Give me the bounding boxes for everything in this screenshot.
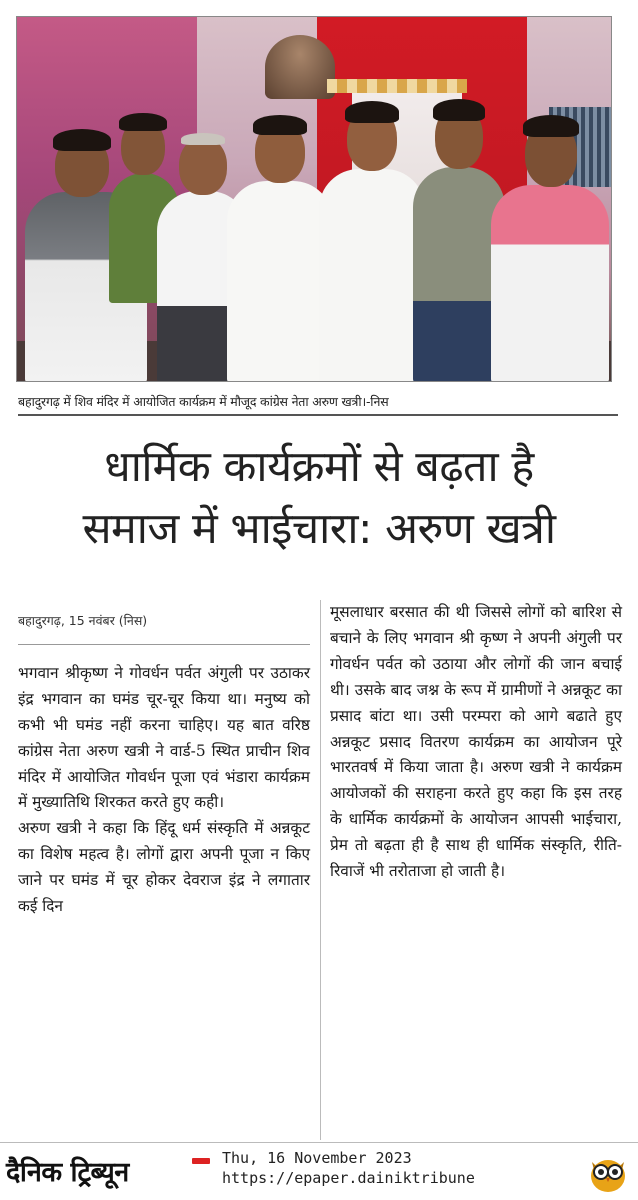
article-paragraph: भगवान श्रीकृष्ण ने गोवर्धन पर्वत अंगुली पर उठाकर इंद्र भगवान का घमंड चूर-चूर किया था। मनुष्य को कभी भी घमंड नहीं करना चाहिए। यह बात वरिष्ठ कांग्रेस नेता अरुण खत्री ने वार्ड-5 स्थित प्राचीन शिव मंदिर में आयोजित गोवर्धन पूजा एवं भंडारा कार्यक्रम में मुख्यातिथि शिरकत करते हुए कही। [18, 663, 310, 812]
temple-bell-icon [265, 35, 335, 99]
headline [12, 436, 626, 560]
footer-rule [0, 1142, 638, 1143]
owl-icon [586, 1150, 630, 1194]
edition-meta [222, 1148, 475, 1188]
brand-accent-mark [192, 1158, 210, 1164]
photo-caption: बहादुरगढ़ में शिव मंदिर में आयोजित कार्यक्रम में मौजूद कांग्रेस नेता अरुण खत्री।-निस [18, 393, 618, 416]
edition-date: Thu, 16 November 2023 [222, 1149, 412, 1167]
photo-bunting [327, 79, 467, 93]
article-paragraph: अरुण खत्री ने कहा कि हिंदू धर्म संस्कृति में अन्नकूट का विशेष महत्व है। लोगों द्वारा अपनी पूजा न किए जाने पर घमंड में चूर होकर देवराज इंद्र ने लगातार कई दिन [18, 819, 310, 916]
article-column-right [330, 600, 622, 885]
brand-logo: दैनिक ट्रिब्यून [6, 1157, 129, 1188]
epaper-url[interactable]: https://epaper.dainiktribune [222, 1169, 475, 1187]
epaper-footer [0, 1142, 638, 1200]
headline-line-2: समाज में भाईचारा: अरुण खत्री [82, 504, 556, 554]
news-photo [16, 16, 612, 382]
column-divider [320, 600, 321, 1140]
person-7 [487, 109, 611, 382]
article-column-left [18, 600, 310, 920]
article-paragraph: मूसलाधार बरसात की थी जिससे लोगों को बारिश से बचाने के लिए भगवान श्री कृष्ण ने अपनी अंगुली पर गोवर्धन पर्वत को उठाया और लोगों की जान बचाई थी। उसके बाद जश्न के रूप में ग्रामीणों ने अन्नकूट का प्रसाद बांटा था। उसी परम्परा को आगे बढाते हुए अन्नकूट प्रसाद वितरण कार्यक्रम का आयोजन पूरे भारतवर्ष में किया जाता है। अरुण खत्री ने कार्यक्रम आयोजकों की सराहना करते हुए कहा कि इस तरह के धार्मिक कार्यक्रमों के आयोजन आपसी भाईचारा, प्रेम तो बढ़ता ही है साथ ही धार्मिक संस्कृति, रीति-रिवाजें भी तरोताजा हो जाती है। [330, 603, 622, 881]
dateline: बहादुरगढ़, 15 नवंबर (निस) [18, 608, 310, 645]
headline-line-1: धार्मिक कार्यक्रमों से बढ़ता है [104, 442, 534, 492]
